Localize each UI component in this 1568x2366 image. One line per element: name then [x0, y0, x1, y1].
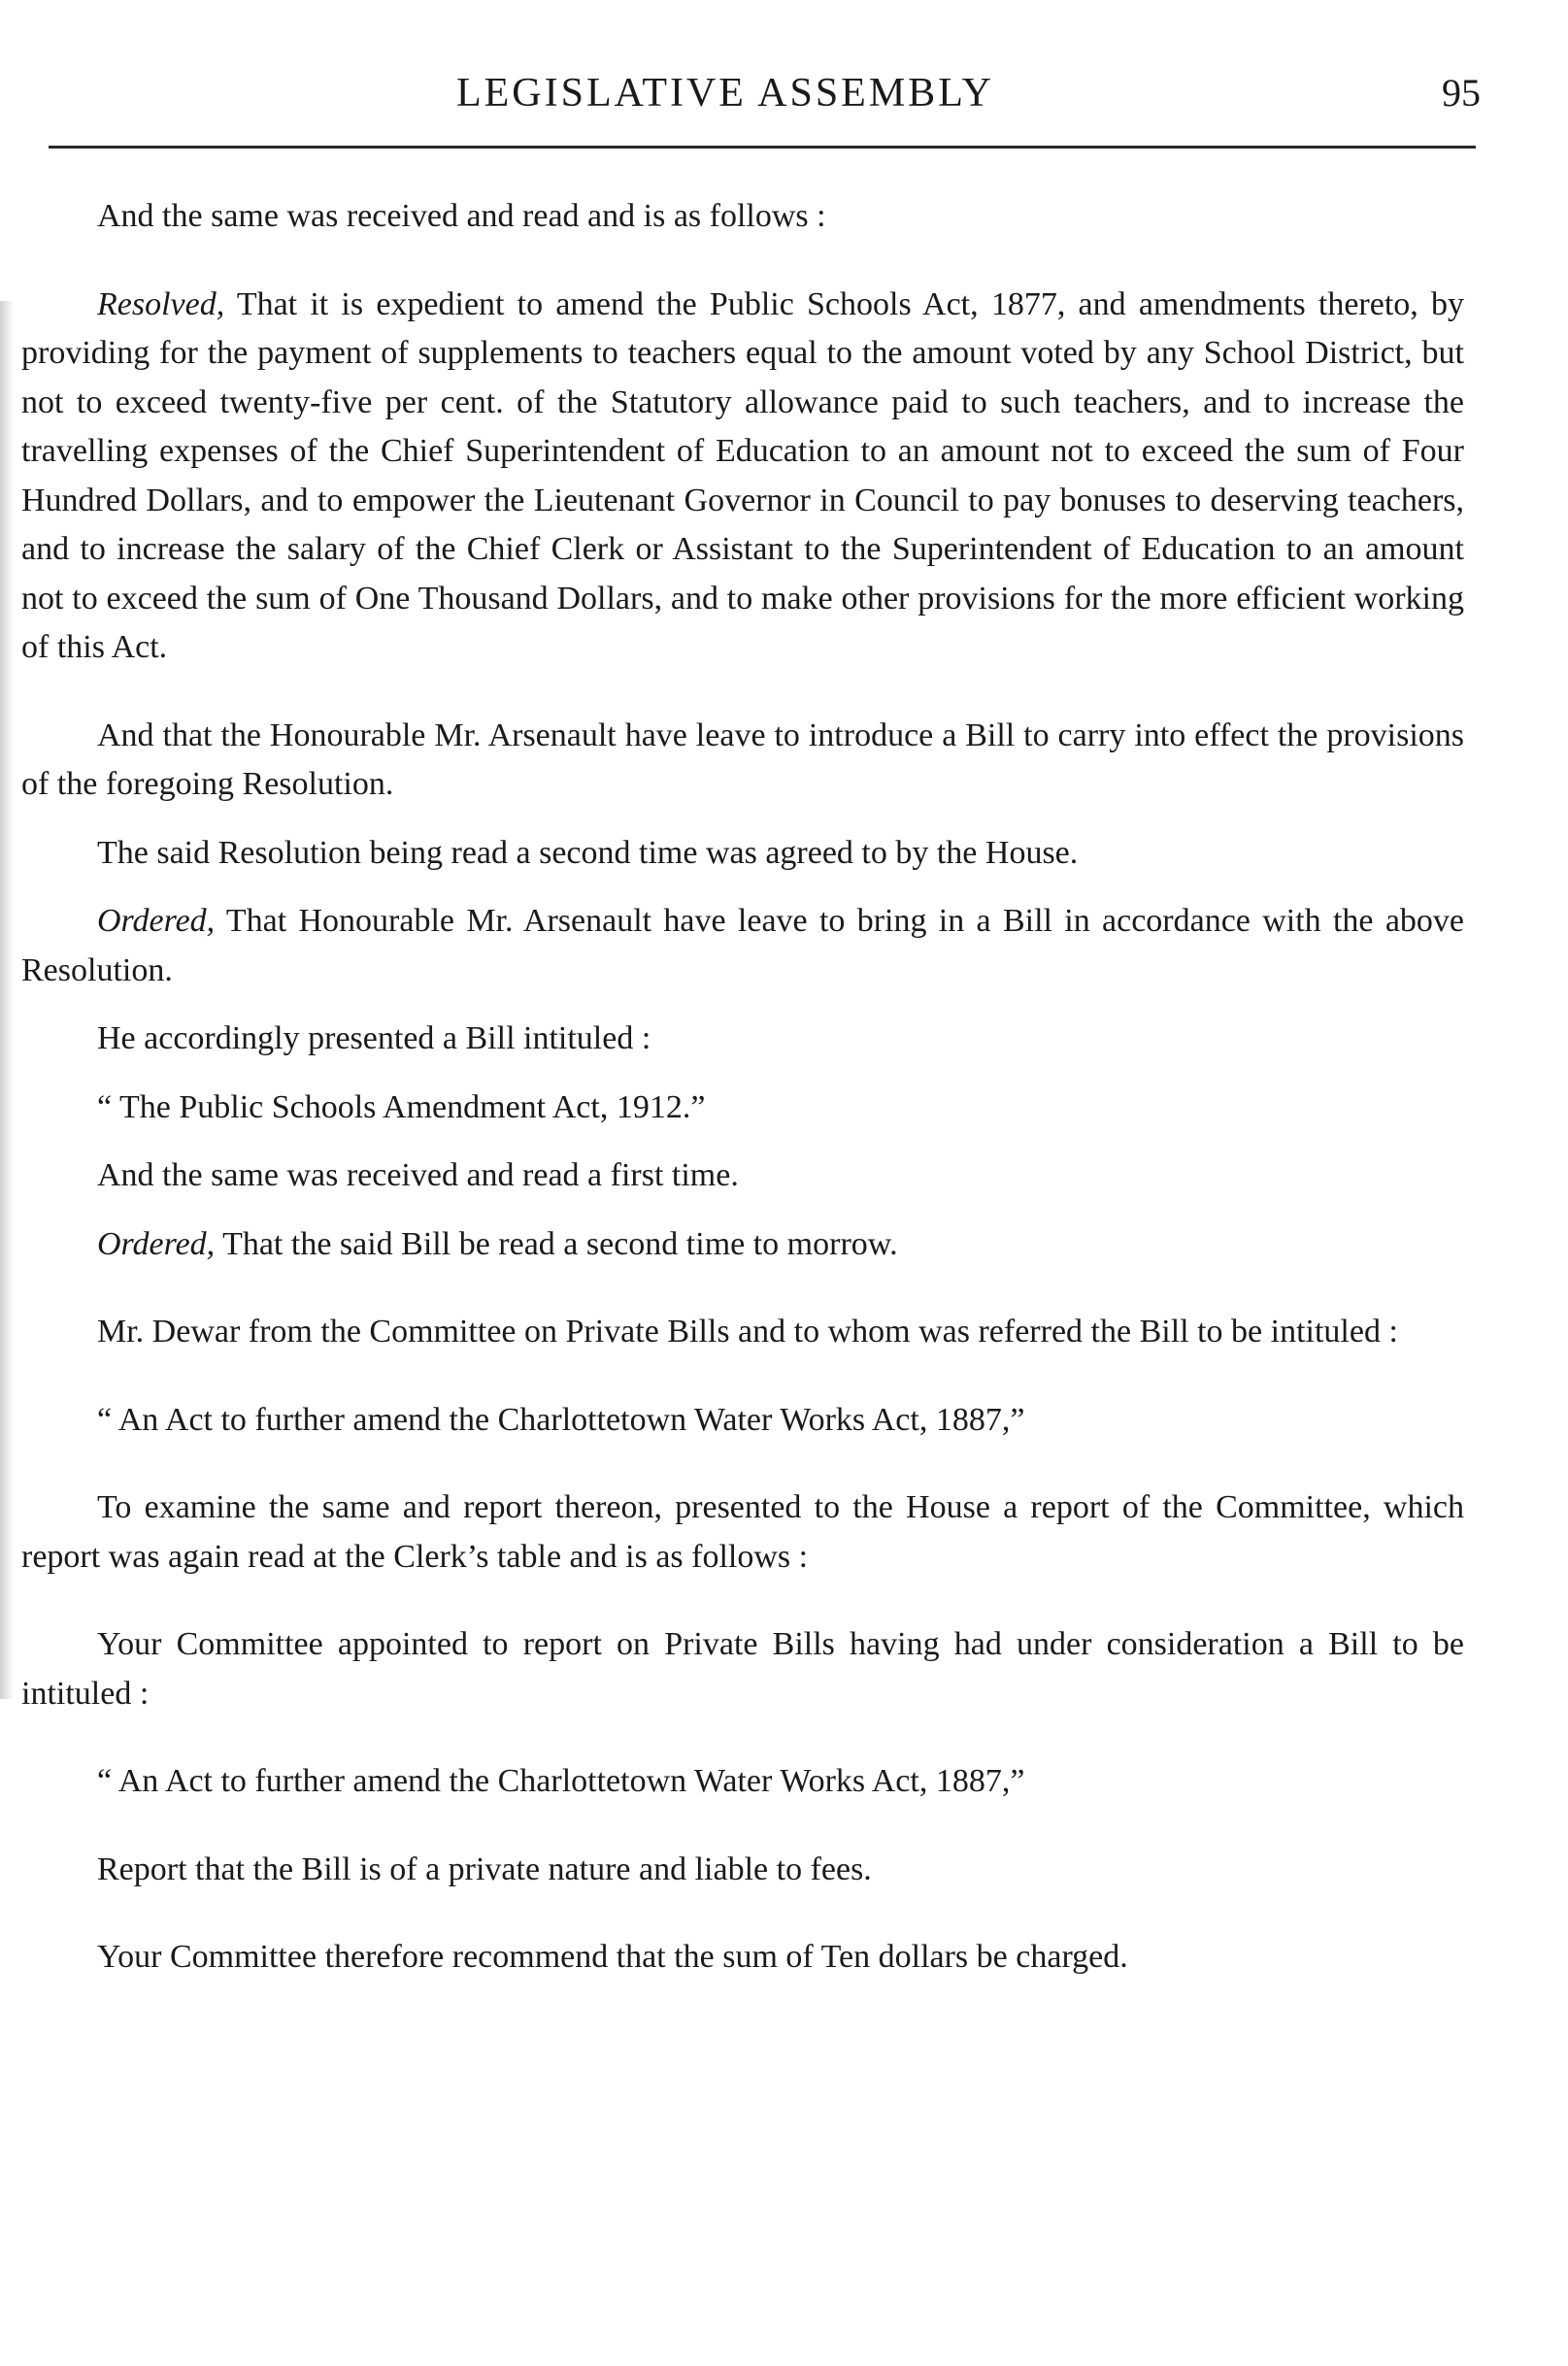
paragraph-presented: He accordingly presented a Bill intituled : — [97, 1020, 651, 1056]
paragraph-resolution: Resolved, That it is expedient to amend the Public Schools Act, 1877, and amendments thereto, by providing for the payment of supplements to teachers equal to the amount voted by any School District, but not to exceed twenty-five per cent. of the Statutory allowance paid to such teachers, and to increase the travelling expenses of the Chief Superintendent of Education to an amount not to exceed the sum of Four Hundred Dollars, and to empower the Lieutenant Governor in Council to pay bonuses to deserving teachers, and to increase the salary of the Chief Clerk or Assistant to the Superintendent of Education to an amount not to exceed the sum of One Thousand Dollars, and to make other provisions for the more efficient working of this Act. — [21, 285, 1464, 665]
paragraph-private-nature: Report that the Bill is of a private nature and liable to fees. — [97, 1850, 872, 1887]
paragraph-recommend-fee: Your Committee therefore recommend that the sum of Ten dollars be charged. — [97, 1939, 1128, 1975]
paragraph-first-reading: And the same was received and read a first time. — [97, 1157, 739, 1193]
paragraph-ordered-second-reading: Ordered, That the said Bill be read a second time to morrow. — [97, 1225, 898, 1262]
paragraph-agreed: The said Resolution being read a second time was agreed to by the House. — [97, 834, 1079, 871]
paragraph-bill-title: “ The Public Schools Amendment Act, 1912.” — [97, 1088, 706, 1125]
page-body — [21, 192, 1464, 1983]
binding-shadow — [0, 301, 14, 1699]
paragraph-examine: To examine the same and report thereon, presented to the House a report of the Committee, which report was again read at the Clerk’s table and is as follows : — [21, 1489, 1464, 1575]
ordered-lead: Ordered, — [97, 903, 216, 939]
paragraph-leave: And that the Honourable Mr. Arsenault have leave to introduce a Bill to carry into effect the provisions of the foregoing Resolution. — [21, 716, 1464, 802]
resolved-lead: Resolved, — [97, 285, 225, 322]
paragraph-received: And the same was received and read and is as follows : — [97, 198, 826, 234]
header-rule — [49, 146, 1476, 149]
paragraph-act-title: “ An Act to further amend the Charlottetown Water Works Act, 1887,” — [97, 1401, 1025, 1438]
paragraph-act-title-repeat: “ An Act to further amend the Charlottetown Water Works Act, 1887,” — [97, 1763, 1025, 1799]
paragraph-dewar: Mr. Dewar from the Committee on Private Bills and to whom was referred the Bill to be intituled : — [97, 1314, 1398, 1350]
paragraph-ordered-bring-bill: Ordered, That Honourable Mr. Arsenault have leave to bring in a Bill in accordance with the above Resolution. — [21, 903, 1464, 988]
page-number: 95 — [1442, 71, 1481, 115]
running-title: LEGISLATIVE ASSEMBLY — [456, 71, 994, 116]
ordered-lead: Ordered, — [97, 1225, 216, 1262]
paragraph-committee-appointed: Your Committee appointed to report on Private Bills having had under consideration a Bill to be intituled : — [21, 1626, 1464, 1712]
page-header — [0, 70, 1568, 128]
